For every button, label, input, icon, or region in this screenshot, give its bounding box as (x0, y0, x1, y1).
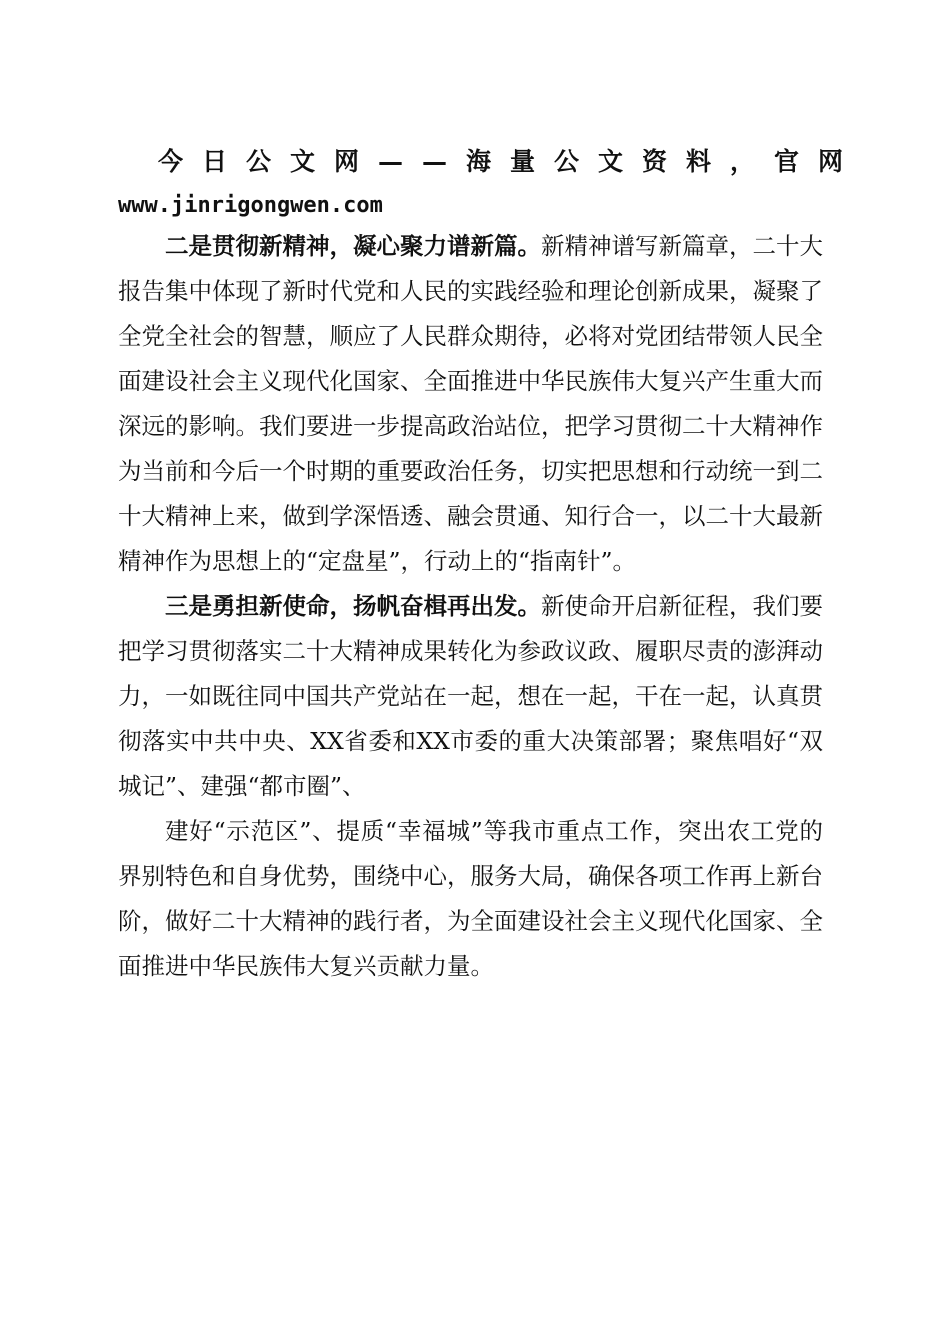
paragraph-lead: 三是勇担新使命，扬帆奋楫再出发。 (165, 592, 541, 620)
paragraph-text: 新精神谱写新篇章，二十大报告集中体现了新时代党和人民的实践经验和理论创新成果，凝聚了全党全社会的智慧，顺应了人民群众期待，必将对党团结带领人民全面建设社会主义现代化国家、全面推进中华民族伟大复兴产生重大而深远的影响。我们要进一步提高政治站位，把学习贯彻二十大精神作为当前和今后一个时期的重要政治任务，切实把思想和行动统一到二十大精神上来，做到学深悟透、融会贯通、知行合一，以二十大最新精神作为思想上的“定盘星”，行动上的“指南针”。 (118, 232, 823, 575)
paragraph-2 (118, 224, 823, 584)
document-body (118, 224, 823, 989)
paragraph-4 (118, 809, 823, 989)
document-header (118, 140, 863, 224)
header-title: 今日公文网——海量公文资料，官网 (158, 147, 863, 176)
paragraph-text: 新使命开启新征程，我们要把学习贯彻落实二十大精神成果转化为参政议政、履职尽责的澎湃动力，一如既往同中国共产党站在一起，想在一起，干在一起，认真贯彻落实中共中央、XX省委和XX市委的重大决策部署；聚焦唱好“双城记”、建强“都市圈”、 (118, 592, 823, 800)
paragraph-3 (118, 584, 823, 809)
header-url: www.jinrigongwen.com (118, 193, 383, 218)
paragraph-lead: 二是贯彻新精神，凝心聚力谱新篇。 (165, 232, 541, 260)
paragraph-text: 建好“示范区”、提质“幸福城”等我市重点工作，突出农工党的界别特色和自身优势，围绕中心，服务大局，确保各项工作再上新台阶，做好二十大精神的践行者，为全面建设社会主义现代化国家、全面推进中华民族伟大复兴贡献力量。 (118, 817, 823, 980)
